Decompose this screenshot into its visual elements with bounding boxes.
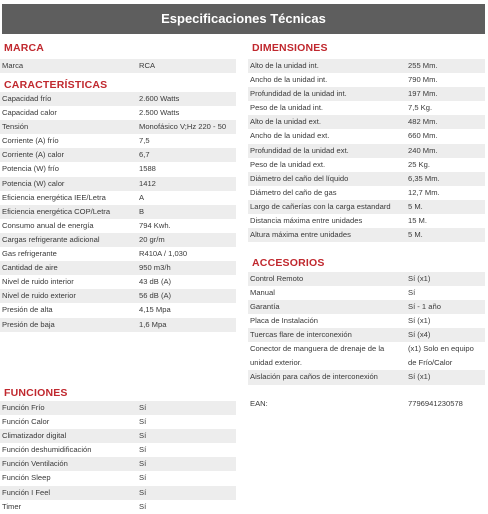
table-row: Profundidad de la unidad int. 197 Mm.: [248, 87, 485, 101]
section-title-funciones: FUNCIONES: [4, 387, 68, 399]
table-row: Conector de manguera de drenaje de la unidad exterior. (x1) Solo en equipo de Frío/Calor: [250, 344, 474, 368]
table-row: Capacidad frío 2.600 Watts: [0, 92, 236, 106]
accesorios-table: [248, 272, 485, 385]
table-row: Presión de alta 4,15 Mpa: [2, 305, 171, 315]
table-row: Potencia (W) frío 1588: [2, 164, 156, 174]
table-row: Tensión Monofásico V;Hz 220 - 50: [0, 120, 236, 134]
table-row: Función Ventilación Sí: [0, 457, 236, 471]
table-row: Alto de la unidad int. 255 Mm.: [248, 59, 485, 73]
section-title-dimensiones: DIMENSIONES: [252, 42, 328, 54]
table-row: Diámetro del caño de gas 12,7 Mm.: [250, 187, 440, 197]
table-row: Nivel de ruido exterior 56 dB (A): [0, 289, 236, 303]
table-row: Ancho de la unidad int. 790 Mm.: [250, 75, 438, 85]
section-title-accesorios: ACCESORIOS: [252, 257, 325, 269]
page-header: [2, 4, 485, 34]
table-row: Altura máxima entre unidades 5 M.: [248, 228, 485, 242]
table-row: Ancho de la unidad ext. 660 Mm.: [250, 131, 438, 141]
table-row: Gas refrigerante R410A / 1,030: [2, 249, 188, 259]
table-row: Control Remoto Sí (x1): [248, 272, 485, 286]
table-row: Cantidad de aire 950 m3/h: [0, 261, 236, 275]
table-row: Diámetro del caño del líquido 6,35 Mm.: [248, 172, 485, 186]
ean-row: EAN: 7796941230578: [250, 399, 463, 408]
ean-table: [248, 397, 485, 411]
table-row: Placa de Instalación Sí (x1): [250, 316, 431, 326]
caracteristicas-table: [0, 92, 236, 332]
marca-table: [0, 59, 236, 73]
table-row: Función I Feel Sí: [0, 486, 236, 500]
table-row: Corriente (A) frío 7,5: [2, 136, 150, 146]
table-row: Eficiencia energética IEE/Letra A: [2, 192, 145, 202]
table-row: Cargas refrigerante adicional 20 gr/m: [0, 233, 236, 247]
table-row: Nivel de ruido interior 43 dB (A): [2, 277, 172, 287]
funciones-table: [0, 401, 236, 514]
table-row: Marca RCA: [0, 59, 236, 73]
table-row: Aislación para caños de interconexión Sí (x1): [248, 370, 485, 384]
dimensiones-table: [248, 59, 485, 242]
table-row: Largo de cañerías con la carga estandard 5 M.: [248, 200, 485, 214]
section-title-marca: MARCA: [4, 42, 45, 54]
table-row: Peso de la unidad int. 7,5 Kg.: [250, 103, 433, 113]
table-row: Presión de baja 1,6 Mpa: [0, 318, 236, 332]
table-row: Consumo anual de energía 794 Kwh.: [2, 220, 171, 230]
section-title-caracteristicas: CARACTERÍSTICAS: [4, 79, 108, 91]
table-row: Manual Sí: [250, 288, 416, 298]
table-row: Climatizador digital Sí: [0, 429, 236, 443]
table-row: Timer Sí: [2, 501, 147, 511]
table-row: Corriente (A) calor 6,7: [0, 148, 236, 162]
table-row: Distancia máxima entre unidades 15 M.: [250, 216, 427, 226]
table-row: Potencia (W) calor 1412: [0, 177, 236, 191]
table-row: Eficiencia energética COP/Letra B: [0, 205, 236, 219]
page-title: Especificaciones Técnicas: [161, 11, 326, 26]
table-row: Función Calor Sí: [2, 417, 147, 427]
table-row: Función Sleep Sí: [2, 473, 147, 483]
table-row: Función Frío Sí: [0, 401, 236, 415]
table-row: Peso de la unidad ext. 25 Kg.: [250, 159, 430, 169]
table-row: Capacidad calor 2.500 Watts: [2, 108, 180, 118]
table-row: Función deshumidificación Sí: [2, 445, 147, 455]
table-row: Garantía Sí - 1 año: [248, 300, 485, 314]
table-row: Alto de la unidad ext. 482 Mm.: [248, 115, 485, 129]
table-row: Tuercas flare de interconexión Sí (x4): [248, 328, 485, 342]
table-row: Profundidad de la unidad ext. 240 Mm.: [248, 144, 485, 158]
